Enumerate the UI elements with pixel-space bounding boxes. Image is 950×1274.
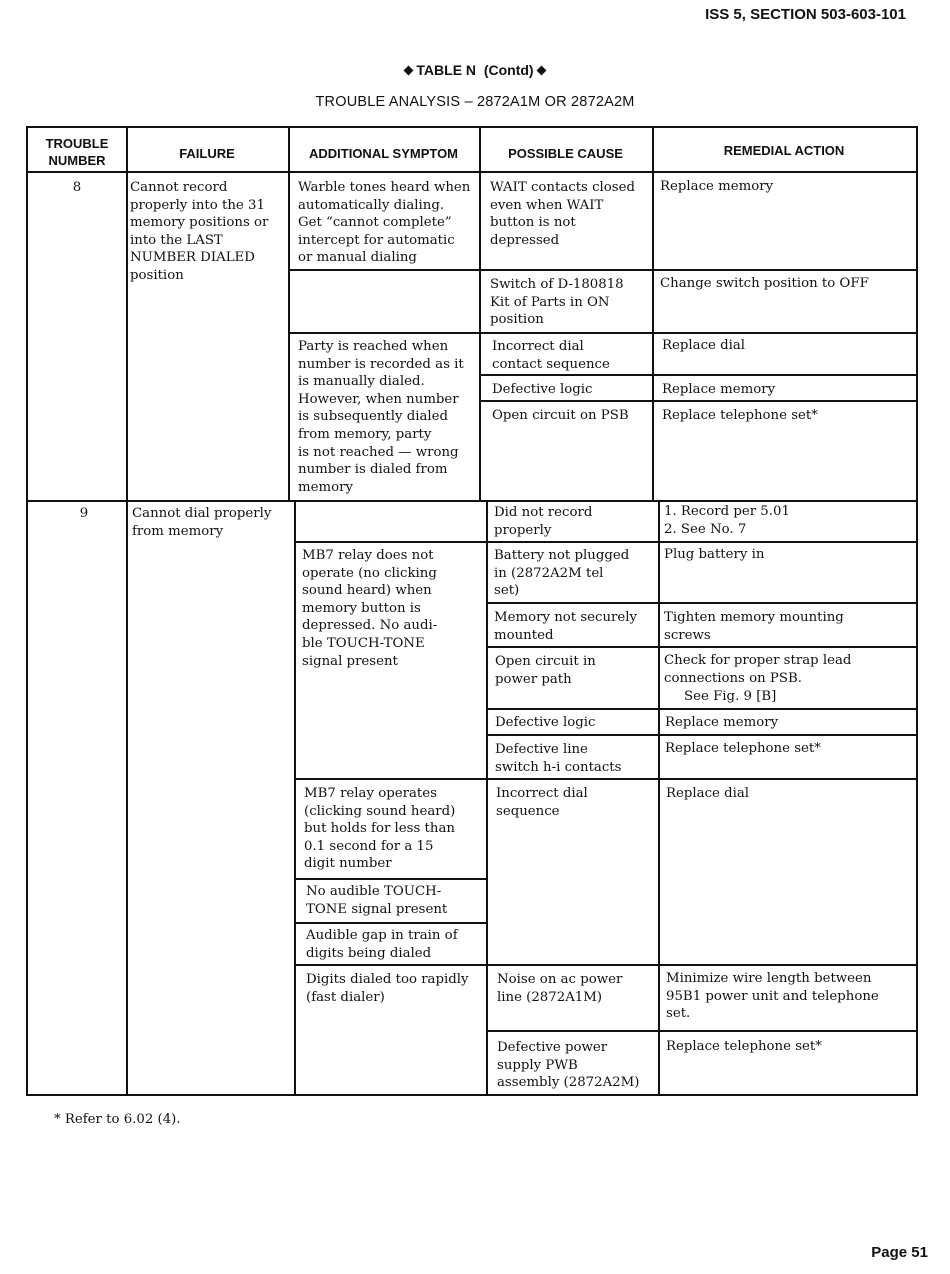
cause-9-8: Noise on ac power line (2872A1M)	[497, 972, 623, 1005]
action-9-2: Plug battery in	[664, 547, 765, 562]
col-header-remedial-action: REMEDIAL ACTION	[723, 143, 845, 158]
footnote: * Refer to 6.02 (4).	[54, 1112, 181, 1127]
change-mark-right-icon	[536, 66, 546, 76]
action-9-3: Tighten memory mounting screws	[664, 610, 844, 643]
cause-8-5: Open circuit on PSB	[492, 408, 629, 423]
action-8-5: Replace telephone set*	[662, 408, 818, 423]
action-9-8: Minimize wire length between 95B1 power unit and telephone set.	[666, 971, 879, 1022]
cause-9-7: Incorrect dial sequence	[496, 786, 588, 819]
cause-8-1: WAIT contacts closed even when WAIT button is not depressed	[490, 180, 635, 248]
col-header-additional-symptom: ADDITIONAL SYMPTOM	[308, 146, 459, 161]
failure-8: Cannot record properly into the 31 memory positions or into the LAST NUMBER DIALED position	[130, 180, 269, 283]
cause-9-9: Defective power supply PWB assembly (2872A2M)	[497, 1040, 640, 1091]
action-9-4-figure-ref: See Fig. 9 [B]	[684, 689, 777, 704]
cause-8-3: Incorrect dial contact sequence	[492, 339, 610, 372]
table-title	[0, 62, 950, 78]
action-8-1: Replace memory	[660, 179, 774, 194]
symptom-9c: No audible TOUCH- TONE signal present	[306, 884, 448, 917]
page-number: Page 51	[871, 1244, 928, 1261]
col-header-possible-cause: POSSIBLE CAUSE	[508, 146, 623, 161]
col-header-trouble-number: TROUBLE NUMBER	[45, 136, 109, 168]
symptom-8b: Party is reached when number is recorded as it is manually dialed. However, when number is subsequently dialed from memory, party is not reached — wrong number is dialed from memory	[298, 339, 464, 495]
symptom-9b: MB7 relay operates (clicking sound heard) but holds for less than 0.1 second for a 15 digit number	[304, 786, 456, 872]
cause-8-2: Switch of D-180818 Kit of Parts in ON position	[490, 277, 624, 328]
col-header-failure: FAILURE	[179, 146, 235, 161]
trouble-analysis-table	[26, 126, 918, 1096]
cause-8-4: Defective logic	[492, 382, 593, 397]
action-9-5: Replace memory	[665, 715, 779, 730]
section-header: ISS 5, SECTION 503-603-101	[705, 6, 906, 23]
action-9-7: Replace dial	[666, 786, 750, 801]
symptom-9e: Digits dialed too rapidly (fast dialer)	[306, 972, 469, 1005]
cause-9-1: Did not record properly	[494, 505, 593, 538]
symptom-8a: Warble tones heard when automatically dialing. Get “cannot complete” intercept for automatic or manual dialing	[298, 180, 471, 266]
table-title-text: TABLE N	[416, 62, 477, 78]
action-9-9: Replace telephone set*	[666, 1039, 822, 1054]
cause-9-3: Memory not securely mounted	[494, 610, 638, 643]
cause-9-5: Defective logic	[495, 715, 596, 730]
symptom-9d: Audible gap in train of digits being dialed	[306, 928, 458, 961]
table-subtitle: TROUBLE ANALYSIS – 2872A1M OR 2872A2M	[315, 94, 635, 110]
action-8-3: Replace dial	[662, 338, 746, 353]
action-9-6: Replace telephone set*	[665, 741, 821, 756]
table-title-suffix: (Contd)	[483, 62, 534, 78]
trouble-number-9: 9	[79, 506, 89, 521]
action-8-4: Replace memory	[662, 382, 776, 397]
trouble-number-8: 8	[72, 180, 82, 195]
cause-9-2: Battery not plugged in (2872A2M tel set)	[494, 548, 630, 599]
symptom-9a: MB7 relay does not operate (no clicking sound heard) when memory button is depressed. No audi- ble TOUCH-TONE signal present	[302, 548, 438, 669]
action-8-2: Change switch position to OFF	[660, 276, 869, 291]
action-9-4: Check for proper strap lead connections on PSB.	[664, 653, 852, 686]
cause-9-4: Open circuit in power path	[495, 654, 596, 687]
cause-9-6: Defective line switch h-i contacts	[495, 742, 622, 775]
action-9-1: 1. Record per 5.01 2. See No. 7	[664, 504, 790, 537]
change-mark-left-icon	[404, 66, 414, 76]
failure-9: Cannot dial properly from memory	[132, 506, 272, 539]
